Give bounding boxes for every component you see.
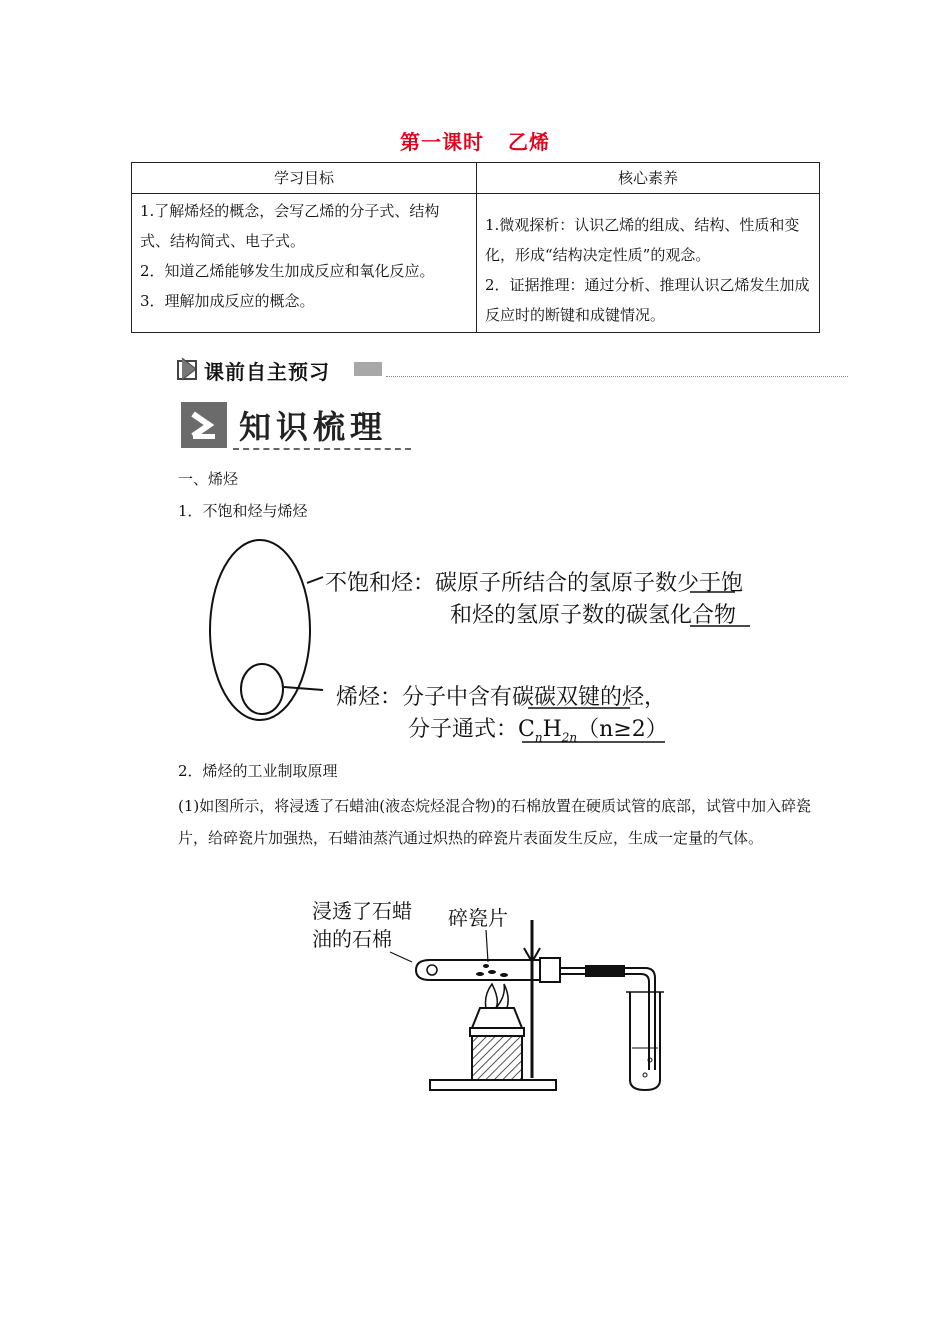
formula: $C_nH_{2n}(n\ge 2)$ [518, 717, 668, 745]
knowledge-header-box [181, 402, 227, 448]
label-porcelain: 碎瓷片 [448, 906, 508, 930]
label-asbestos-line1: 浸透了石蜡 [312, 899, 412, 923]
chevron-right-icon [181, 402, 227, 448]
unsaturated-definition-line1: 不饱和烃：碳原子所结合的氢原子数少于饱 [325, 571, 744, 596]
literacy-item: 2．证据推理：通过分析、推理认识乙烯发生加成反应时的断键和成键情况。 [485, 276, 810, 324]
alkene-general-formula: 分子通式：$C_nH_{2n}(n\ge 2)$ [408, 717, 668, 745]
literacy-cell [477, 194, 820, 333]
section-bar-dotted-line [386, 376, 848, 377]
literacy-item: 1.微观探析：认识乙烯的组成、结构、性质和变化，形成“结构决定性质”的观念。 [485, 216, 800, 264]
paragraph-1: (1)如图所示，将浸透了石蜡油(液态烷烃混合物)的石棉放置在硬质试管的底部，试管中加入碎瓷片，给碎瓷片加强热，石蜡油蒸汽通过炽热的碎瓷片表面发生反应，生成一定量的气体。 [178, 797, 811, 847]
alkene-definition-line1: 烯烃：分子中含有碳碳双键的烃， [336, 685, 667, 710]
objective-item: 2．知道乙烯能够发生加成反应和氧化反应。 [140, 262, 435, 280]
underline-mark [450, 590, 780, 650]
heading-industrial: 2．烯烃的工业制取原理 [178, 762, 338, 780]
objectives-table [131, 162, 820, 333]
title-topic: 乙烯 [508, 130, 550, 154]
table-header-objectives: 学习目标 [132, 163, 477, 194]
apparatus-diagram [300, 900, 720, 1100]
section-bar-decoration [354, 362, 382, 376]
page-title [0, 126, 950, 155]
unsaturated-definition-line2: 和烃的氢原子数的碳氢化合物 [450, 603, 737, 628]
set-diagram [205, 535, 325, 725]
objective-item: 3．理解加成反应的概念。 [140, 292, 315, 310]
knowledge-header [181, 398, 411, 450]
arrow-box-icon [176, 356, 202, 382]
section-bar [176, 356, 848, 382]
knowledge-header-label: 知识梳理 [239, 408, 388, 446]
objective-item: 1.了解烯烃的概念，会写乙烯的分子式、结构式、结构简式、电子式。 [140, 202, 440, 250]
objectives-cell [132, 194, 477, 333]
title-lesson: 第一课时 [400, 130, 484, 154]
underline-mark [520, 706, 780, 756]
label-asbestos-line2: 油的石棉 [312, 927, 392, 951]
knowledge-header-dashed-line [233, 448, 411, 450]
heading-alkene: 一、烯烃 [178, 470, 239, 488]
heading-unsaturated: 1．不饱和烃与烯烃 [178, 502, 308, 520]
table-header-literacy: 核心素养 [477, 163, 820, 194]
section-bar-label: 课前自主预习 [204, 360, 330, 384]
